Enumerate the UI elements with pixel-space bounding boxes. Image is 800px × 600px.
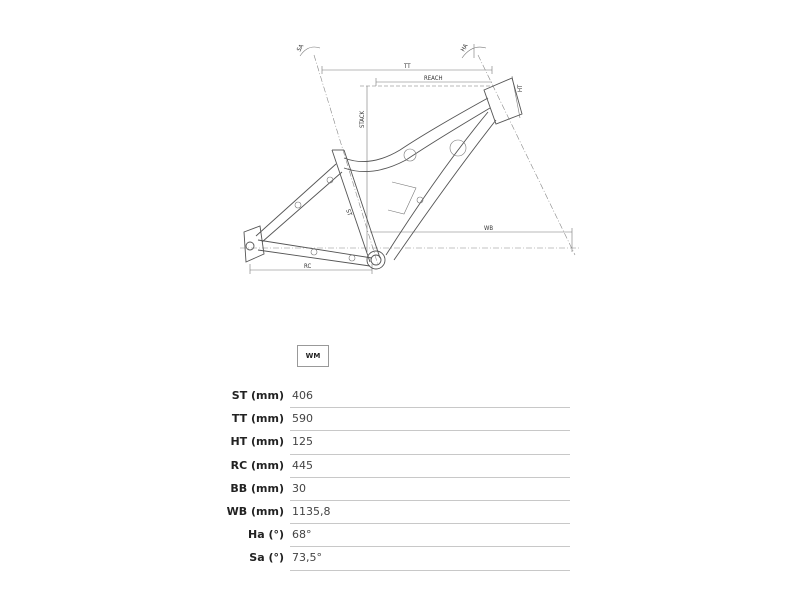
row-label: BB (mm) — [230, 481, 284, 495]
label-rc: RC — [304, 263, 312, 270]
row-divider — [290, 570, 570, 571]
label-wb: WB — [484, 225, 494, 232]
row-value: 445 — [292, 458, 313, 472]
row-label: Ha (°) — [247, 528, 284, 542]
row-value: 590 — [292, 412, 313, 426]
label-ht: HT — [517, 84, 524, 92]
row-value: 68° — [292, 528, 312, 542]
table-row — [230, 547, 570, 570]
row-label: WB (mm) — [226, 504, 284, 518]
row-label: ST (mm) — [231, 389, 284, 402]
row-value: 125 — [292, 435, 313, 449]
row-value: 30 — [292, 481, 306, 495]
table-row — [230, 385, 570, 408]
dimension-labels — [296, 43, 524, 270]
table-row — [230, 478, 570, 501]
row-value: 1135,8 — [292, 504, 331, 518]
dimension-lines — [240, 44, 580, 274]
row-label: TT (mm) — [231, 412, 284, 426]
label-stack: STACK — [359, 110, 366, 128]
bike-frame — [244, 78, 522, 269]
table-row — [230, 524, 570, 547]
label-tt: TT — [404, 63, 411, 70]
table-row — [230, 431, 570, 454]
label-sa: SA — [295, 43, 306, 53]
label-reach: REACH — [424, 75, 443, 82]
table-row — [230, 455, 570, 478]
row-label: Sa (°) — [249, 551, 284, 565]
label-st: ST — [344, 208, 354, 218]
row-value: 73,5° — [292, 551, 322, 565]
label-ha: HA — [459, 42, 470, 53]
table-row — [226, 501, 570, 524]
row-label: HT (mm) — [230, 435, 284, 449]
size-tab[interactable]: WM — [297, 345, 329, 367]
geometry-table — [226, 385, 570, 571]
row-label: RC (mm) — [230, 458, 284, 472]
table-row — [230, 408, 570, 431]
row-value: 406 — [292, 389, 313, 402]
